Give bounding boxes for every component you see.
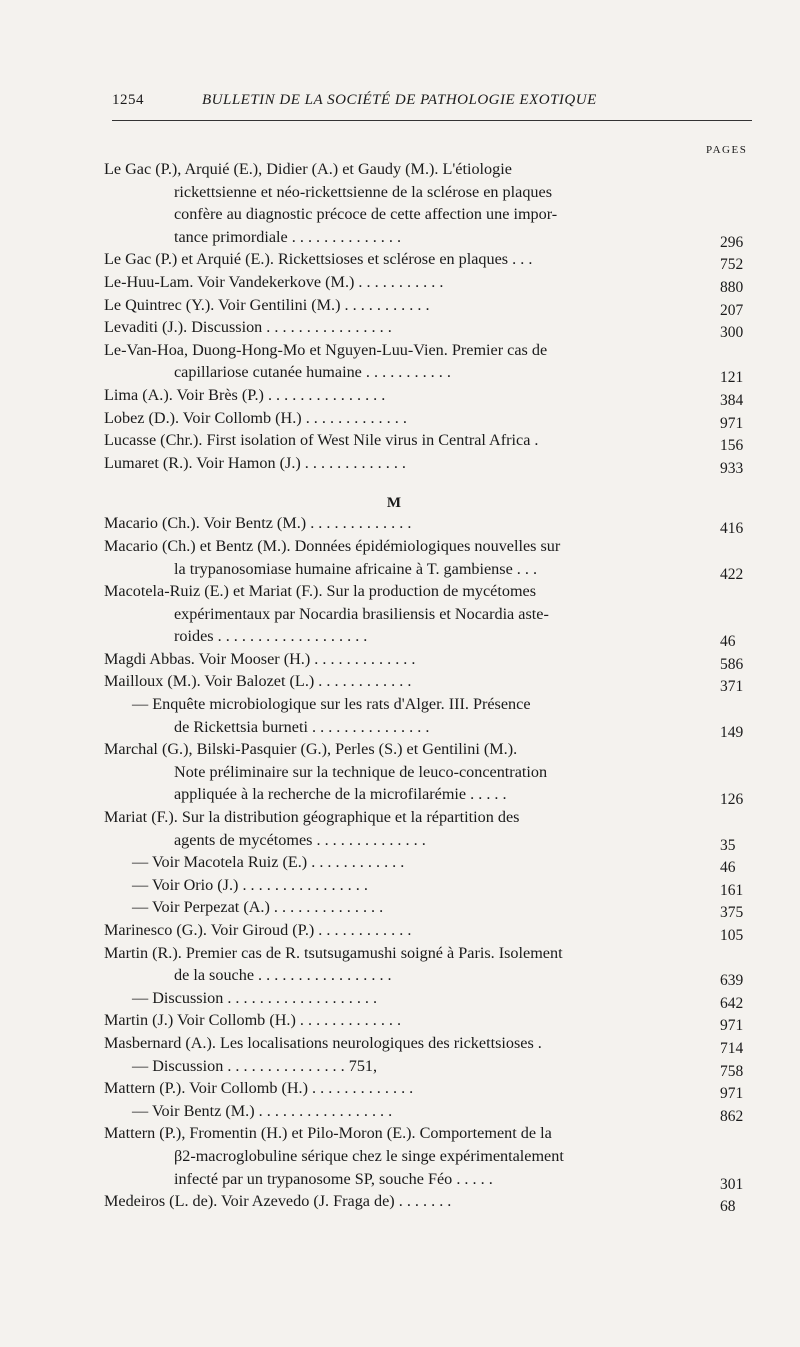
page-reference: 207 bbox=[720, 301, 744, 319]
page-reference: 371 bbox=[720, 678, 744, 696]
page-reference: 301 bbox=[720, 1175, 744, 1193]
entry-line: Mariat (F.). Sur la distribution géographique et la répartition des bbox=[104, 808, 520, 827]
index-entry bbox=[104, 896, 754, 922]
index-entry bbox=[104, 580, 754, 651]
entry-line: Le-Huu-Lam. Voir Vandekerkove (M.) . . . . . . . . . . . bbox=[104, 272, 444, 291]
entry-line: la trypanosomiase humaine africaine à T. gambiense . . . bbox=[174, 559, 538, 578]
index-entry bbox=[104, 535, 754, 583]
entry-line: expérimentaux par Nocardia brasiliensis et Nocardia aste- bbox=[174, 604, 549, 623]
index-entry bbox=[104, 1032, 754, 1055]
entry-line: Levaditi (J.). Discussion . . . . . . . . . . . . . . . . bbox=[104, 318, 392, 337]
pages-column-label: PAGES bbox=[706, 144, 748, 156]
header-rule bbox=[112, 120, 752, 121]
entry-line: Le Gac (P.) et Arquié (E.). Rickettsioses et sclérose en plaques . . . bbox=[104, 250, 533, 269]
page-reference: 121 bbox=[720, 369, 744, 387]
entry-line: — Voir Macotela Ruiz (E.) . . . . . . . . . . . . bbox=[132, 853, 405, 872]
page-reference: 300 bbox=[720, 324, 744, 342]
index-entry bbox=[104, 1055, 754, 1078]
index-entry bbox=[104, 452, 754, 475]
entry-line: appliquée à la recherche de la microfilarémie . . . . . bbox=[174, 785, 507, 804]
index-entry bbox=[104, 316, 754, 342]
index-entry bbox=[104, 1190, 754, 1216]
entry-line: — Voir Bentz (M.) . . . . . . . . . . . . . . . . . bbox=[132, 1101, 393, 1120]
page-reference: 714 bbox=[720, 1039, 744, 1057]
entry-line: Le Gac (P.), Arquié (E.), Didier (A.) et Gaudy (M.). L'étiologie bbox=[104, 160, 512, 178]
entry-line: Le Quintrec (Y.). Voir Gentilini (M.) . . . . . . . . . . . bbox=[104, 295, 430, 314]
entry-line: Lumaret (R.). Voir Hamon (J.) . . . . . . . . . . . . . bbox=[104, 453, 406, 472]
page-reference: 639 bbox=[720, 972, 744, 990]
entry-line: de la souche . . . . . . . . . . . . . . . . . bbox=[174, 966, 392, 985]
entry-line: Masbernard (A.). Les localisations neurologiques des rickettsioses . bbox=[104, 1033, 542, 1052]
index-entry bbox=[104, 942, 754, 990]
entry-line: confère au diagnostic précoce de cette affection une impor- bbox=[174, 205, 558, 224]
entry-line: Martin (J.) Voir Collomb (H.) . . . . . . . . . . . . . bbox=[104, 1011, 402, 1030]
entry-line: Magdi Abbas. Voir Mooser (H.) . . . . . . . . . . . . . bbox=[104, 649, 416, 668]
index-entry bbox=[104, 806, 754, 854]
page-reference: 105 bbox=[720, 927, 744, 944]
entry-line: agents de mycétomes . . . . . . . . . . . . . . bbox=[174, 830, 426, 849]
page-reference: 933 bbox=[720, 459, 744, 477]
index-entry bbox=[104, 851, 754, 877]
index-entry bbox=[104, 384, 754, 407]
index-entry bbox=[104, 294, 754, 317]
page-reference: 46 bbox=[720, 633, 736, 651]
index-entry bbox=[104, 429, 754, 455]
entry-line: Lobez (D.). Voir Collomb (H.) . . . . . . . . . . . . . bbox=[104, 408, 407, 427]
page-reference: 156 bbox=[720, 437, 744, 455]
index-entry bbox=[104, 987, 754, 1010]
journal-title: BULLETIN DE LA SOCIÉTÉ DE PATHOLOGIE EXOTIQUE bbox=[202, 92, 597, 108]
index-entry bbox=[104, 339, 754, 387]
entry-line: tance primordiale . . . . . . . . . . . . . . bbox=[174, 227, 402, 246]
entry-line: Le-Van-Hoa, Duong-Hong-Mo et Nguyen-Luu-Vien. Premier cas de bbox=[104, 340, 548, 359]
index-entry bbox=[104, 919, 754, 942]
page-reference: 752 bbox=[720, 256, 744, 274]
page-reference: 586 bbox=[720, 655, 744, 673]
index-entry bbox=[104, 158, 754, 251]
index-entry bbox=[104, 648, 754, 671]
entry-line: — Voir Perpezat (A.) . . . . . . . . . . . . . . bbox=[132, 898, 384, 917]
page-reference: 384 bbox=[720, 391, 744, 409]
entry-line: Lima (A.). Voir Brès (P.) . . . . . . . . . . . . . . . bbox=[104, 385, 386, 404]
index-entry bbox=[104, 874, 754, 897]
page-reference: 642 bbox=[720, 994, 744, 1012]
entry-line: roides . . . . . . . . . . . . . . . . . . . bbox=[174, 627, 368, 646]
entry-line: Marinesco (G.). Voir Giroud (P.) . . . . . . . . . . . . bbox=[104, 921, 412, 939]
entry-line: Note préliminaire sur la technique de leuco-concentration bbox=[174, 762, 548, 781]
entry-line: rickettsienne et néo-rickettsienne de la sclérose en plaques bbox=[174, 182, 552, 201]
entry-line: — Enquête microbiologique sur les rats d'Alger. III. Présence bbox=[132, 695, 531, 714]
page-reference: 161 bbox=[720, 881, 744, 899]
entry-line: Marchal (G.), Bilski-Pasquier (G.), Perles (S.) et Gentilini (M.). bbox=[104, 740, 518, 759]
page-reference: 880 bbox=[720, 278, 744, 296]
entry-line: — Discussion . . . . . . . . . . . . . . . 751, bbox=[132, 1056, 378, 1075]
entry-line: Medeiros (L. de). Voir Azevedo (J. Fraga de) . . . . . . . bbox=[104, 1192, 452, 1211]
entry-line: capillariose cutanée humaine . . . . . . . . . . . bbox=[174, 363, 451, 382]
entry-line: — Voir Orio (J.) . . . . . . . . . . . . . . . . bbox=[132, 875, 368, 894]
index-entry bbox=[104, 1077, 754, 1103]
page-reference: 46 bbox=[720, 859, 736, 877]
index-entry bbox=[104, 1100, 754, 1123]
index-entry bbox=[104, 1009, 754, 1035]
index-entry bbox=[104, 248, 754, 274]
page-reference: 758 bbox=[720, 1062, 744, 1080]
page-reference: 971 bbox=[720, 1017, 744, 1035]
entry-line: Martin (R.). Premier cas de R. tsutsugamushi soigné à Paris. Isolement bbox=[104, 943, 563, 962]
index-entry bbox=[104, 670, 754, 696]
page-reference: 971 bbox=[720, 1085, 744, 1103]
entry-line: Mattern (P.). Voir Collomb (H.) . . . . . . . . . . . . . bbox=[104, 1079, 414, 1098]
index-entry bbox=[104, 407, 754, 430]
index-entry bbox=[104, 738, 754, 809]
page-reference: 971 bbox=[720, 414, 744, 432]
entry-line: Macario (Ch.) et Bentz (M.). Données épidémiologiques nouvelles sur bbox=[104, 536, 561, 555]
entry-line: — Discussion . . . . . . . . . . . . . . . . . . . bbox=[132, 988, 378, 1007]
page-reference: 375 bbox=[720, 904, 744, 922]
entry-line: Macario (Ch.). Voir Bentz (M.) . . . . . . . . . . . . . bbox=[104, 514, 412, 533]
entry-line: infecté par un trypanosome SP, souche Féo . . . . . bbox=[174, 1169, 493, 1188]
entry-line: β2-macroglobuline sérique chez le singe expérimentalement bbox=[174, 1146, 564, 1165]
page-reference: 416 bbox=[720, 520, 744, 538]
entry-line: de Rickettsia burneti . . . . . . . . . . . . . . . bbox=[174, 717, 430, 736]
page-reference: 149 bbox=[720, 723, 744, 741]
index-entry bbox=[104, 1122, 754, 1193]
page-reference: 126 bbox=[720, 791, 744, 809]
page-reference: 35 bbox=[720, 836, 736, 854]
page-reference: 68 bbox=[720, 1198, 736, 1216]
entry-line: Macotela-Ruiz (E.) et Mariat (F.). Sur la production de mycétomes bbox=[104, 582, 537, 601]
index-entry bbox=[104, 271, 754, 294]
entry-line: Mattern (P.), Fromentin (H.) et Pilo-Moron (E.). Comportement de la bbox=[104, 1124, 552, 1143]
page-reference: 862 bbox=[720, 1107, 744, 1125]
page-number: 1254 bbox=[112, 92, 144, 108]
entry-line: Lucasse (Chr.). First isolation of West Nile virus in Central Africa . bbox=[104, 431, 539, 450]
page-reference: 296 bbox=[720, 233, 744, 251]
page-reference: 422 bbox=[720, 565, 744, 583]
author-index bbox=[104, 158, 754, 1216]
section-letter: M bbox=[386, 495, 402, 512]
index-entry bbox=[104, 693, 754, 741]
entry-line: Mailloux (M.). Voir Balozet (L.) . . . . . . . . . . . . bbox=[104, 672, 412, 691]
index-entry bbox=[104, 512, 754, 538]
